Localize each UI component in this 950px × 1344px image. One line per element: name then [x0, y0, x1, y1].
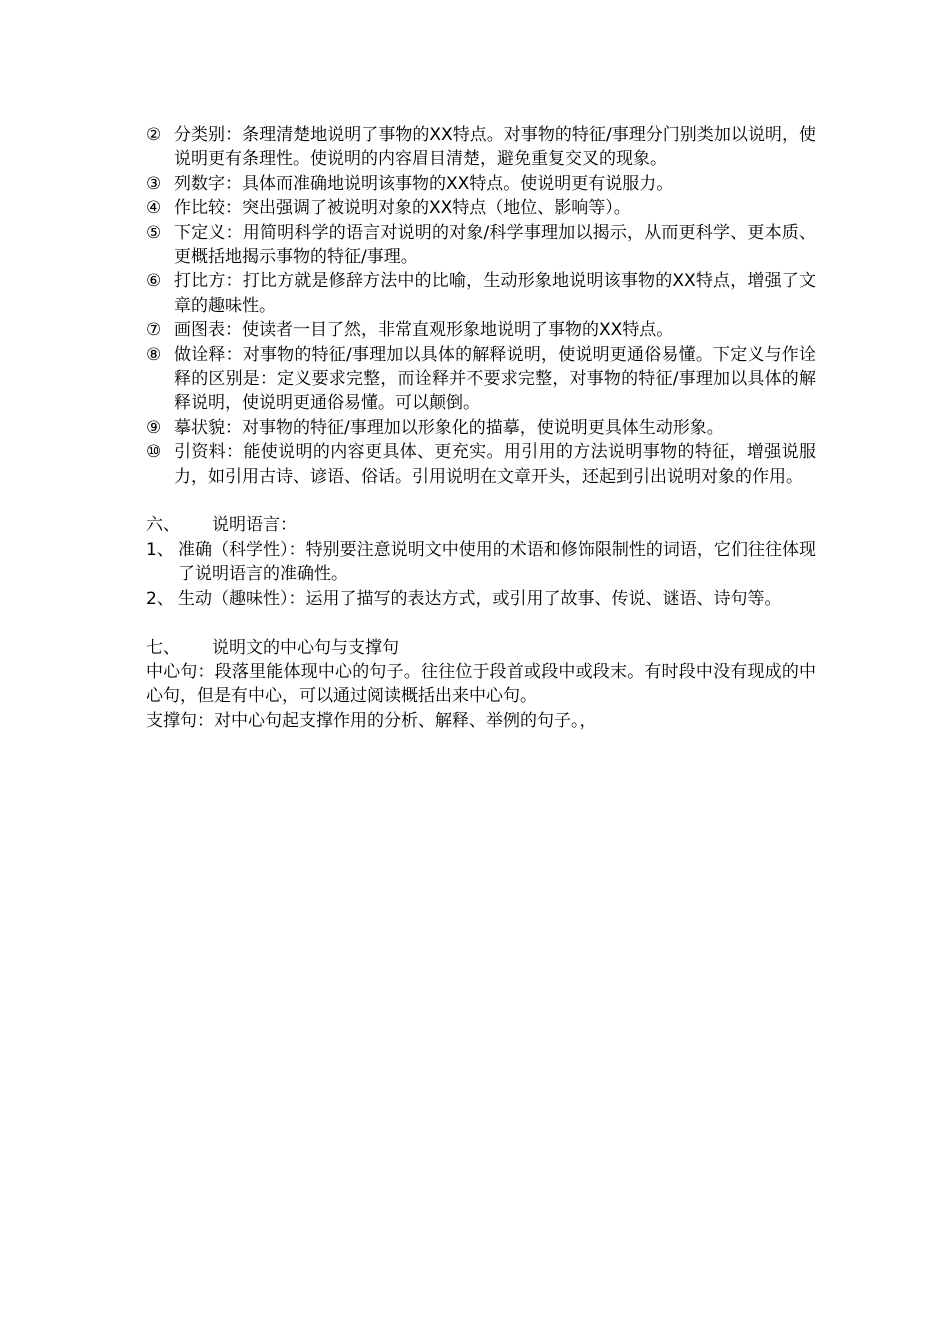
item-text: 分类别：条理清楚地说明了事物的XX特点。对事物的特征/事理分门别类加以说明，使说明更有条理性。使说明的内容眉目清楚，避免重复交叉的现象。 [174, 125, 816, 170]
paragraph: 中心句：段落里能体现中心的句子。往往位于段首或段中或段末。有时段中没有现成的中心句，但是有中心，可以通过阅读概括出来中心句。 [146, 661, 816, 707]
item-text: 列数字：具体而准确地说明该事物的XX特点。使说明更有说服力。 [174, 173, 674, 194]
item-text: 生动（趣味性）：运用了描写的表达方式，或引用了故事、传说、谜语、诗句等。 [178, 588, 782, 609]
blank-line [146, 611, 816, 635]
list-item [146, 318, 816, 342]
list-item [146, 538, 816, 587]
item-marker: ② [146, 125, 162, 145]
item-marker: ⑩ [146, 442, 162, 463]
list-item [146, 587, 816, 611]
section-title: 说明语言： [212, 515, 297, 536]
section-number: 七、 [146, 637, 180, 658]
item-text: 打比方：打比方就是修辞方法中的比喻，生动形象地说明该事物的XX特点，增强了文章的趣味性。 [174, 271, 816, 316]
item-marker: ⑨ [146, 417, 162, 438]
item-text: 引资料：能使说明的内容更具体、更充实。用引用的方法说明事物的特征，增强说服力，如引用古诗、谚语、俗话。引用说明在文章开头，还起到引出说明对象的作用。 [174, 442, 816, 487]
explanation-methods-list [146, 123, 816, 489]
item-text: 准确（科学性）：特别要注意说明文中使用的术语和修饰限制性的词语，它们往往体现了说明语言的准确性。 [178, 539, 816, 585]
item-marker: ⑤ [146, 222, 162, 243]
item-marker: 1、 [146, 539, 174, 560]
list-item [146, 172, 816, 196]
item-text: 画图表：使读者一目了然，非常直观形象地说明了事物的XX特点。 [174, 320, 674, 341]
paragraph: 支撑句：对中心句起支撑作用的分析、解释、举例的句子。， [146, 710, 597, 731]
section-seven [146, 636, 816, 734]
section-six [146, 513, 816, 611]
list-item [146, 269, 816, 318]
section-title: 说明文的中心句与支撑句 [212, 637, 399, 658]
list-item [146, 343, 816, 416]
item-marker: ⑦ [146, 320, 162, 341]
document-body [146, 123, 816, 733]
blank-line [146, 489, 816, 513]
list-item [146, 440, 816, 489]
list-item [146, 416, 816, 440]
item-marker: ④ [146, 198, 162, 219]
item-marker: ⑥ [146, 271, 162, 292]
item-marker: ③ [146, 173, 162, 194]
item-marker: 2、 [146, 588, 174, 609]
item-text: 作比较：突出强调了被说明对象的XX特点（地位、影响等）。 [174, 198, 631, 219]
item-marker: ⑧ [146, 344, 162, 365]
item-text: 做诠释：对事物的特征/事理加以具体的解释说明，使说明更通俗易懂。下定义与作诠释的区别是：定义要求完整，而诠释并不要求完整，对事物的特征/事理加以具体的解释说明，使说明更通俗易懂。可以颠倒。 [174, 344, 816, 414]
section-heading [146, 636, 816, 660]
section-number: 六、 [146, 515, 180, 536]
list-item [146, 123, 816, 172]
item-text: 摹状貌：对事物的特征/事理加以形象化的描摹，使说明更具体生动形象。 [174, 417, 724, 438]
list-item [146, 196, 816, 220]
section-heading [146, 513, 816, 537]
list-item [146, 221, 816, 270]
item-text: 下定义：用简明科学的语言对说明的对象/科学事理加以揭示，从而更科学、更本质、更概括地揭示事物的特征/事理。 [174, 222, 816, 268]
